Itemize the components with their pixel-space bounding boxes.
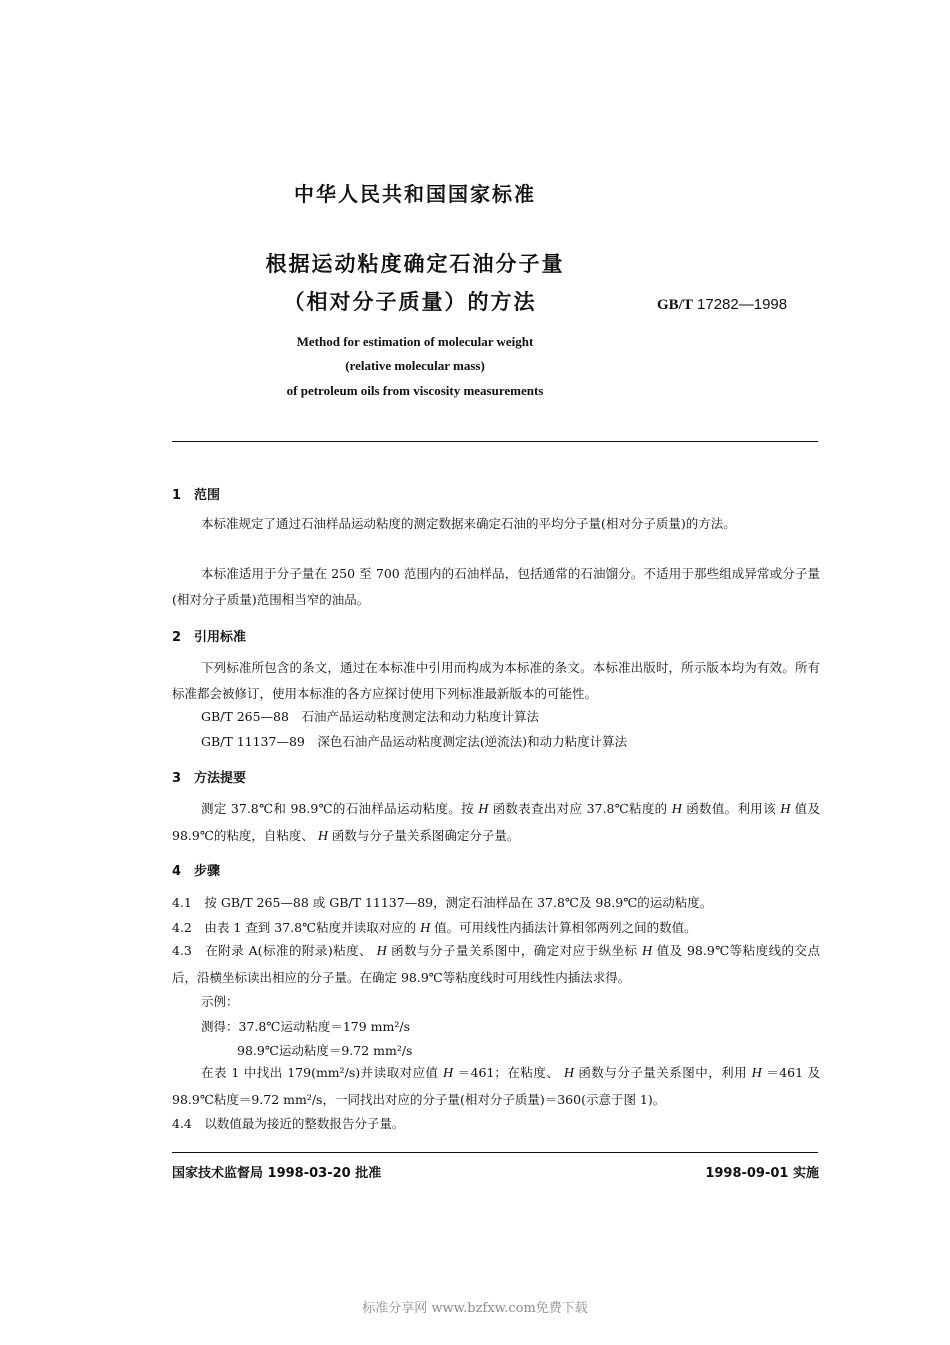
section-3-heading: 3 方法提要: [172, 771, 247, 786]
watermark-text: 标准分享网 www.bzfxw.com免费下载: [362, 1301, 588, 1316]
text-run: 值及 98.9℃的粘度，自粘度、: [172, 801, 820, 843]
text-run: 测定 37.8℃和 98.9℃的石油样品运动粘度。按: [201, 801, 474, 816]
step-4-2: [172, 918, 697, 937]
footer-divider: [172, 1152, 818, 1153]
title-en-line3: of petroleum oils from viscosity measurements: [286, 383, 544, 398]
text-run: ＝461；在粘度、: [457, 1065, 560, 1080]
text-run: 4.2 由表 1 查到 37.8℃粘度并读取对应的: [172, 920, 417, 935]
approval-date: 国家技术监督局 1998-03-20 批准: [172, 1166, 382, 1181]
text-run: ＝461 及 98.9℃粘度＝9.72 mm²/s，一同找出对应的分子量(相对分子质量)＝360(示意于图 1)。: [172, 1065, 821, 1107]
reference-gbt-265: GB/T 265—88 石油产品运动粘度测定法和动力粘度计算法: [201, 709, 539, 724]
text-run: 在表 1 中找出 179(mm²/s)并读取对应值: [201, 1065, 439, 1080]
example-measurement-2: 98.9℃运动粘度＝9.72 mm²/s: [237, 1043, 413, 1058]
section-1-paragraph-2: 本标准适用于分子量在 250 至 700 范围内的石油样品，包括通常的石油馏分。不适用于那些组成异常或分子量(相对分子质量)范围相当窄的油品。: [172, 566, 820, 607]
text-run: 值。可用线性内插法计算相邻两列之间的数值。: [434, 920, 697, 935]
title-en-line1: Method for estimation of molecular weight: [296, 334, 534, 349]
h-symbol: H: [420, 921, 431, 936]
title-cn-line2: （相对分子质量）的方法: [283, 290, 537, 314]
standard-number-value: 17282—1998: [697, 296, 788, 313]
h-symbol: H: [317, 829, 328, 844]
title-en-line2: (relative molecular mass): [345, 358, 485, 373]
h-symbol: H: [376, 944, 387, 959]
h-symbol: H: [443, 1066, 454, 1081]
text-run: 4.3 在附录 A(标准的附录)粘度、: [172, 943, 373, 958]
section-2-heading: 2 引用标准: [172, 630, 247, 645]
standard-number: [657, 296, 787, 314]
h-symbol: H: [641, 944, 653, 959]
text-run: 函数表查出对应 37.8℃粘度的: [492, 801, 668, 816]
h-symbol: H: [563, 1066, 574, 1081]
section-1-heading: 1 范围: [172, 488, 221, 503]
section-3-paragraph-1: [172, 796, 820, 850]
national-standard-label: 中华人民共和国国家标准: [294, 182, 536, 206]
example-measurement-1: 测得：37.8℃运动粘度＝179 mm²/s: [201, 1019, 410, 1034]
text-run: 函数与分子量关系图确定分子量。: [331, 828, 520, 843]
implementation-date: 1998-09-01 实施: [705, 1166, 819, 1181]
example-label: 示例：: [201, 994, 239, 1009]
text-run: 值及 98.9℃等粘度线的交点后，沿横坐标读出相应的分子量。在确定 98.9℃等粘度线时可用线性内插法求得。: [172, 943, 820, 985]
standard-number-prefix: GB/T: [657, 297, 693, 313]
h-symbol: H: [671, 802, 682, 817]
step-4-3: [172, 938, 820, 991]
title-cn-line1: 根据运动粘度确定石油分子量: [265, 252, 565, 276]
h-symbol: H: [478, 802, 489, 817]
text-run: 函数与分子量关系图中，利用: [578, 1065, 748, 1080]
section-2-paragraph-1: 下列标准所包含的条文，通过在本标准中引用而构成为本标准的条文。本标准出版时，所示版本均为有效。所有标准都会被修订，使用本标准的各方应探讨使用下列标准最新版本的可能性。: [172, 660, 820, 701]
section-1-paragraph-1: 本标准规定了通过石油样品运动粘度的测定数据来确定石油的平均分子量(相对分子质量)的方法。: [201, 516, 736, 531]
text-run: 函数值。利用该: [686, 801, 776, 816]
step-4-4: 4.4 以数值最为接近的整数报告分子量。: [172, 1116, 405, 1131]
reference-gbt-11137: GB/T 11137—89 深色石油产品运动粘度测定法(逆流法)和动力粘度计算法: [201, 734, 628, 749]
example-paragraph: [172, 1060, 820, 1113]
h-symbol: H: [780, 802, 791, 817]
h-symbol: H: [751, 1066, 762, 1081]
header-divider: [172, 441, 818, 442]
step-4-1: 4.1 按 GB/T 265—88 或 GB/T 11137—89，测定石油样品在 37.8℃及 98.9℃的运动粘度。: [172, 895, 713, 910]
section-4-heading: 4 步骤: [172, 864, 221, 879]
text-run: 函数与分子量关系图中，确定对应于纵坐标: [391, 943, 638, 958]
